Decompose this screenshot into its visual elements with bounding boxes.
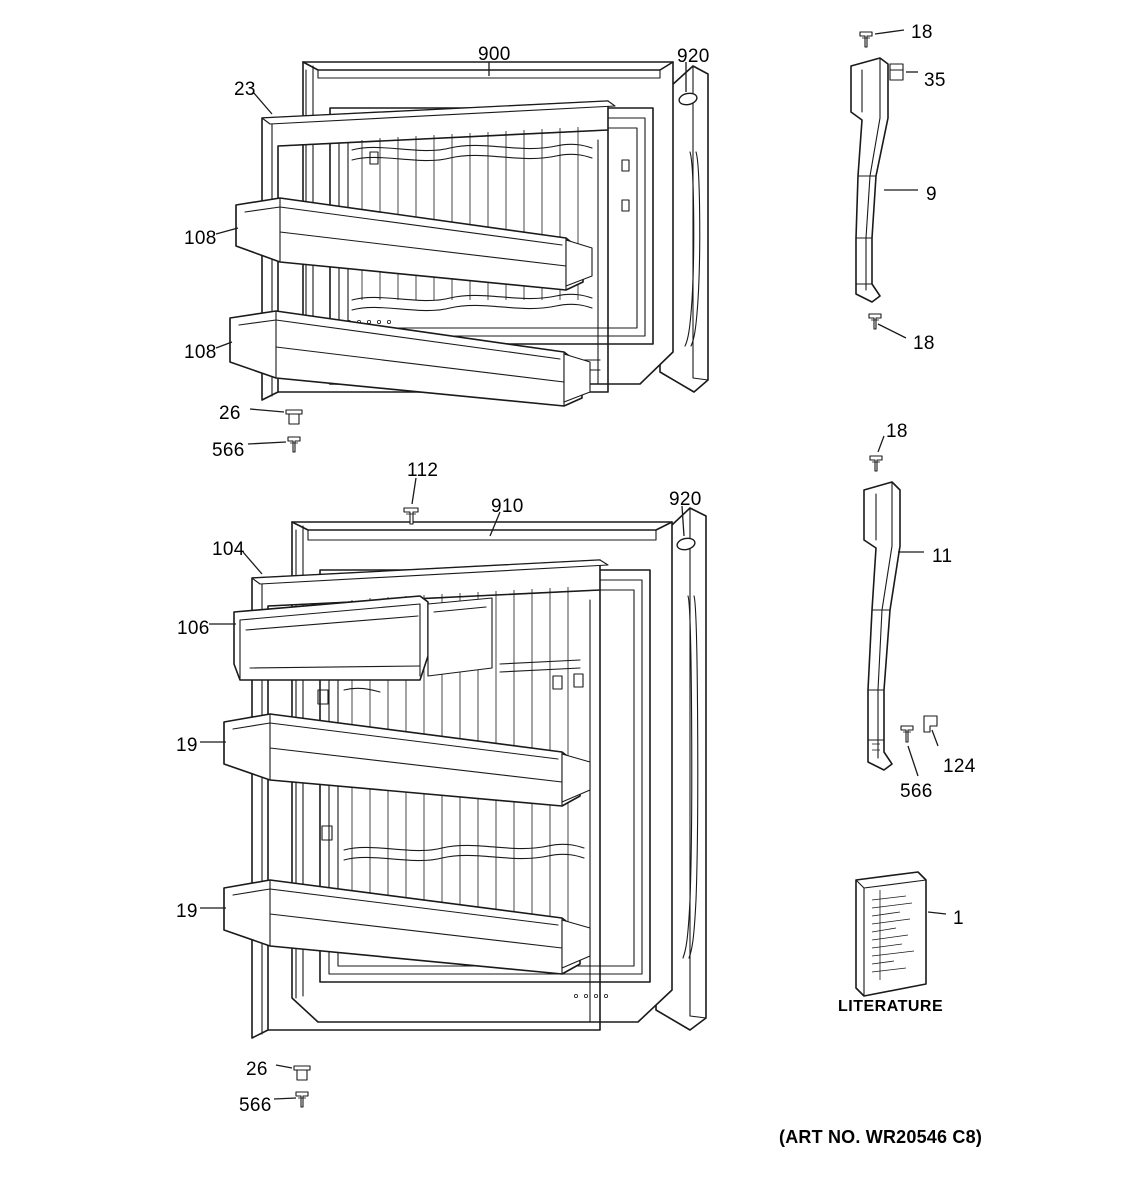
callout-18-b: 18 [913, 333, 935, 354]
callout-26-a: 26 [219, 403, 241, 424]
upper-door-hardware [286, 410, 302, 452]
fresh-food-door-assembly [224, 508, 706, 1038]
callout-900: 900 [478, 44, 511, 65]
callout-19-a: 19 [176, 735, 198, 756]
callout-9: 9 [926, 184, 937, 205]
freezer-door-assembly [230, 62, 708, 406]
callout-920-upper: 920 [677, 46, 710, 67]
callout-566-b: 566 [900, 781, 933, 802]
callout-104: 104 [212, 539, 245, 560]
callout-566-a: 566 [212, 440, 245, 461]
callout-19-b: 19 [176, 901, 198, 922]
callout-910: 910 [491, 496, 524, 517]
callout-35: 35 [924, 70, 946, 91]
callout-106: 106 [177, 618, 210, 639]
callout-18-a: 18 [911, 22, 933, 43]
callout-108-a: 108 [184, 228, 217, 249]
callout-112: 112 [407, 460, 439, 481]
handle-9 [851, 32, 903, 329]
callout-11: 11 [932, 546, 953, 567]
lower-door-hardware [294, 1066, 310, 1107]
callout-566-c: 566 [239, 1095, 272, 1116]
literature-label: LITERATURE [838, 998, 944, 1015]
callout-108-b: 108 [184, 342, 217, 363]
callout-26-b: 26 [246, 1059, 268, 1080]
art-number-label: (ART NO. WR20546 C8) [779, 1127, 983, 1147]
callout-920-lower: 920 [669, 489, 702, 510]
callout-18-c: 18 [886, 421, 908, 442]
callout-124: 124 [943, 756, 976, 777]
callout-23: 23 [234, 79, 256, 100]
callout-1: 1 [953, 908, 964, 929]
literature-packet [856, 872, 926, 996]
handle-11 [864, 456, 937, 770]
dairy-bin-106 [234, 596, 492, 680]
